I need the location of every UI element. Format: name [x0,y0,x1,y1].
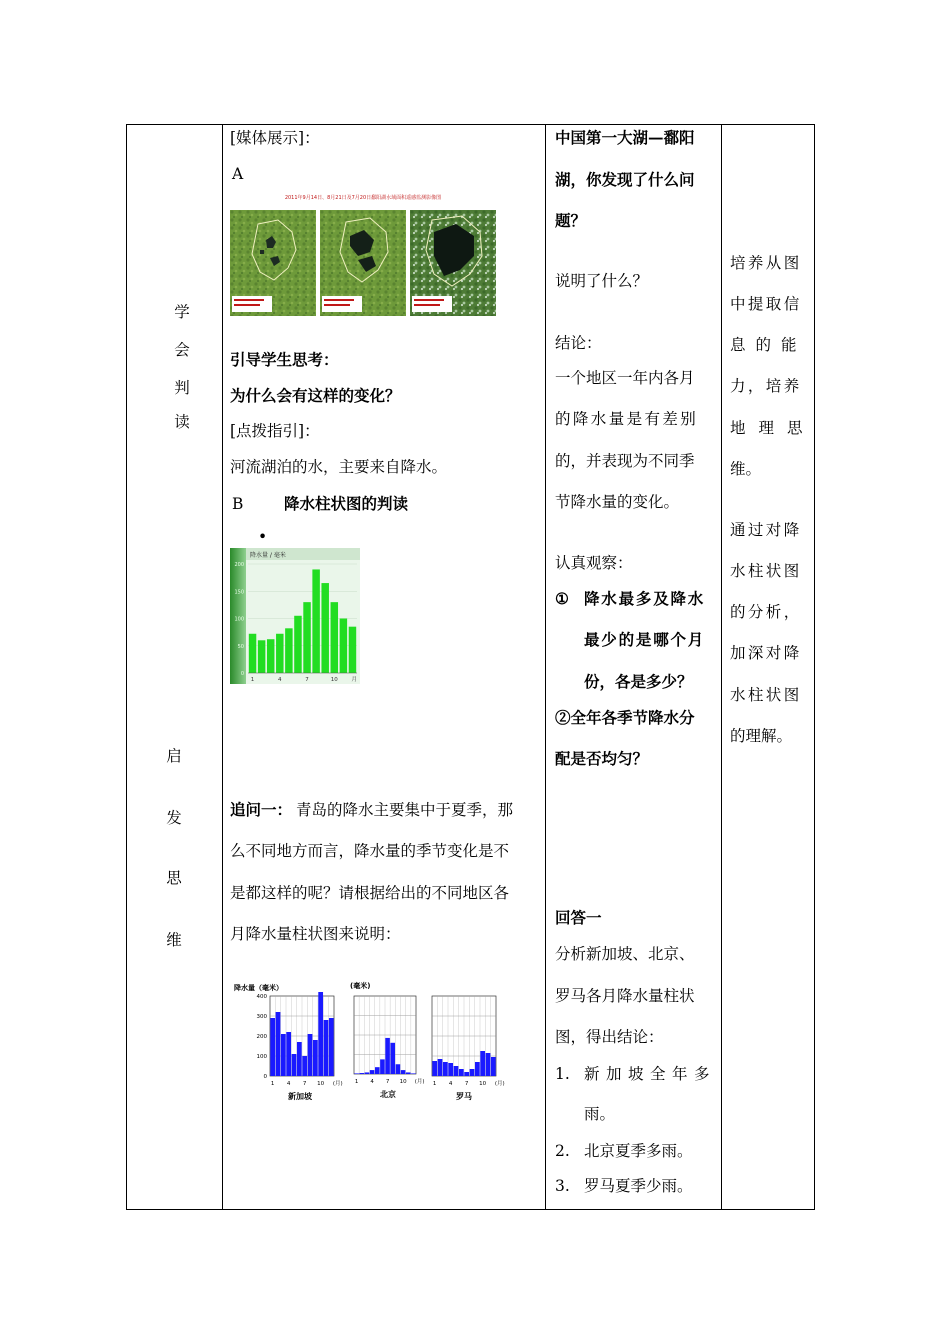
city-chart-bar [464,1072,469,1076]
hint-text: 河流湖泊的水，主要来自降水。 [230,458,448,476]
poyang-lake-satellite-images [230,210,496,316]
objective-line: 加深对降 [730,644,802,662]
city-chart-bar [324,1020,329,1076]
city-chart-xtick: 7 [302,1081,307,1087]
city-chart-bar [270,1018,275,1076]
city-chart-bar [297,1042,302,1076]
observation-1-line: 最少的是哪个月 [584,630,706,649]
city-chart-bar [438,1059,443,1076]
city-chart-bar [302,1056,307,1076]
conclusion-item-number: 1. [555,1065,570,1083]
answer-line: 罗马各月降水量柱状 [555,987,695,1005]
city-chart-bar [329,1018,334,1076]
followup-line: 青岛的降水主要集中于夏季，那 [296,801,514,819]
observation-1-line: 降水最多及降水 [584,589,706,608]
city-chart-xtick: 4 [448,1081,453,1087]
column-divider-3 [721,125,722,1209]
chart-b-ytick: 0 [240,671,244,677]
followup-line: 是都这样的呢？请根据给出的不同地区各 [230,884,510,902]
conclusion-item-line: 罗马夏季少雨。 [584,1177,693,1195]
city-chart-bar [380,1059,385,1074]
section2-char: 维 [166,931,182,949]
city-chart-bar [292,1054,297,1076]
city-chart-xtick: 10 [479,1081,487,1087]
city-name-singapore: 新加坡 [288,1092,312,1101]
objective-line: 培养从图 [730,254,802,272]
chart-b-ytick: 150 [234,589,244,596]
objective-line: 水柱状图 [730,686,802,704]
city-chart-ytick: 0 [263,1074,267,1080]
section2-char: 启 [166,747,182,765]
column-divider-2 [545,125,546,1209]
observe-label: 认真观察： [555,554,633,572]
chart-b-xtick: 10 [330,677,338,683]
objective-line: 力，培养 [730,377,802,395]
precipitation-chart-b [230,548,360,684]
precipitation-chart-b-svg [230,548,360,684]
objective-line: 的分析， [730,603,802,621]
section1-char: 判 [174,379,190,397]
city-chart-bar [385,1038,390,1074]
city-chart-bar [448,1063,453,1076]
observation-2-line: ②全年各季节降水分 [555,708,695,727]
explain-question: 说明了什么？ [555,272,649,290]
bullet: • [258,528,268,546]
conclusion-line: 的降水量是有差别 [555,410,699,428]
conclusion-item-line: 新加坡全年多 [584,1065,717,1083]
city-chart-bar [443,1062,448,1076]
city-chart-bar [359,1073,364,1074]
conclusion-item-number: 2. [555,1142,570,1160]
city-chart-bar [375,1067,380,1074]
city-chart-bar [365,1072,370,1074]
city-chart-bar [475,1062,480,1076]
city-chart-bar [406,1072,411,1074]
objective-line: 通过对降 [730,521,802,539]
chart-b-bar [258,640,265,673]
objective-line: 中提取信 [730,295,802,313]
conclusion-item-number: 3. [555,1177,570,1195]
city-chart-bar [486,1053,491,1076]
chart-b-ytick: 50 [237,643,244,650]
city-chart-xtick: 1 [354,1079,359,1085]
conclusion-item-line: 雨。 [584,1105,616,1123]
city-chart-bar [286,1032,291,1076]
objective-line: 维。 [730,460,762,478]
followup-line: 么不同地方而言，降水量的季节变化是不 [230,842,510,860]
city-chart-ytick: 200 [256,1034,267,1040]
chart-b-ytick: 200 [234,562,244,568]
city-chart-xtick: 4 [370,1079,374,1085]
answer-line: 图，得出结论： [555,1028,664,1046]
chart-b-bar [312,569,319,673]
city-chart-ytick: 400 [256,994,267,1000]
conclusion-line: 一个地区一年内各月 [555,369,695,387]
city-chart-xtick: 1 [270,1081,275,1087]
city-chart-bar [276,1012,281,1076]
chart-b-xtick: 月 [351,677,358,683]
city-chart-xtick: 7 [385,1079,390,1085]
objective-line: 息的能 [730,336,807,354]
satellite-caption: 2011年9月14日、8月21日及7月20日鄱阳湖水域面积遥感监测影像图 [284,195,442,201]
question-line: 湖，你发现了什么问 [555,170,695,189]
city-charts-svg [230,976,514,1106]
chart-b-bar [303,602,310,673]
chart-b-bar [340,619,347,674]
city-chart-bar [432,1061,437,1076]
section2-char: 思 [166,869,182,887]
beijing-unit-label: (毫米) [350,982,371,990]
objective-line: 的理解。 [730,727,793,745]
followup-label: 追问一： [230,800,293,819]
observation-2-line: 配是否均匀？ [555,749,649,768]
chart-b-bar [249,634,256,673]
city-name-rome: 罗马 [456,1092,472,1101]
satellite-frame-jul [410,210,496,316]
chart-b-xtick: 7 [305,677,309,683]
chart-b-bar [276,634,283,673]
satellite-image-panel [230,194,496,322]
city-chart-xtick: 4 [286,1081,291,1087]
city-chart-bar [401,1070,406,1074]
conclusion-line: 的，并表现为不同季 [555,452,695,470]
chart-b-bar [331,602,338,673]
chart-b-xtick: 4 [278,677,282,683]
city-chart-bar [480,1051,485,1076]
city-chart-bar [396,1064,401,1074]
city-chart-ytick: 100 [256,1054,267,1060]
objective-line: 地理思 [730,419,816,437]
column-divider-1 [222,125,223,1209]
hint-label: [点拨指引]： [230,422,320,440]
conclusion-item-line: 北京夏季多雨。 [584,1142,693,1160]
city-chart-xtick: (月) [414,1079,425,1085]
guide-question: 为什么会有这样的变化？ [230,386,401,405]
city-chart-xtick: 7 [464,1081,469,1087]
section2-char: 发 [166,809,182,827]
satellite-frame-sep [230,210,316,316]
city-chart-ytick: 300 [256,1014,267,1020]
chart-b-ytick: 100 [234,616,244,623]
city-chart-bar [308,1034,313,1076]
chart-b-xtick: 1 [250,677,255,683]
city-chart-xtick: (月) [494,1081,505,1087]
city-chart-bar [491,1057,496,1076]
followup-line: 月降水量柱状图来说明： [230,925,401,943]
city-precipitation-charts [230,976,514,1106]
chart-b-ylabel: 降水量 / 毫米 [250,552,286,559]
city-chart-bar [470,1069,475,1076]
city-chart-bar [354,1073,359,1074]
chart-b-bar [321,583,328,673]
item-b-label: B [232,495,244,513]
answer-label: 回答一 [555,908,602,927]
satellite-frame-aug [320,210,406,316]
city-name-beijing: 北京 [380,1090,396,1099]
section1-char: 读 [174,413,190,431]
chart-b-bar [349,627,356,673]
section1-char: 学 [174,303,190,321]
city-chart-bar [281,1034,286,1076]
chart-b-bar [294,616,301,673]
question-line: 中国第一大湖—鄱阳 [555,128,695,147]
city-chart-xtick: 1 [432,1081,437,1087]
item-a-label: A [232,165,244,183]
chart-b-bar [267,639,274,673]
city-chart-bar [454,1066,459,1076]
city-chart-bar [318,992,323,1076]
question-line: 题？ [555,211,587,230]
city-chart-bar [459,1069,464,1076]
chart-b-bar [285,628,292,673]
city-chart-xtick: 10 [399,1079,407,1085]
city-chart-xtick: (月) [332,1081,343,1087]
city-chart-bar [370,1070,375,1074]
item-b-title: 降水柱状图的判读 [284,494,409,513]
observation-1-line: 份，各是多少？ [584,672,693,691]
observation-1-number: ① [555,589,569,608]
conclusion-label: 结论： [555,334,602,352]
city-charts-ylabel: 降水量（毫米） [234,984,283,992]
media-label: [媒体展示]： [230,129,320,147]
objective-line: 水柱状图 [730,562,802,580]
conclusion-line: 节降水量的变化。 [555,493,680,511]
city-chart-bar [390,1043,395,1074]
answer-line: 分析新加坡、北京、 [555,945,695,963]
guide-title: 引导学生思考： [230,350,339,369]
section1-char: 会 [174,341,190,359]
city-chart-bar [313,1040,318,1076]
city-chart-bar [411,1073,416,1074]
city-chart-xtick: 10 [317,1081,325,1087]
